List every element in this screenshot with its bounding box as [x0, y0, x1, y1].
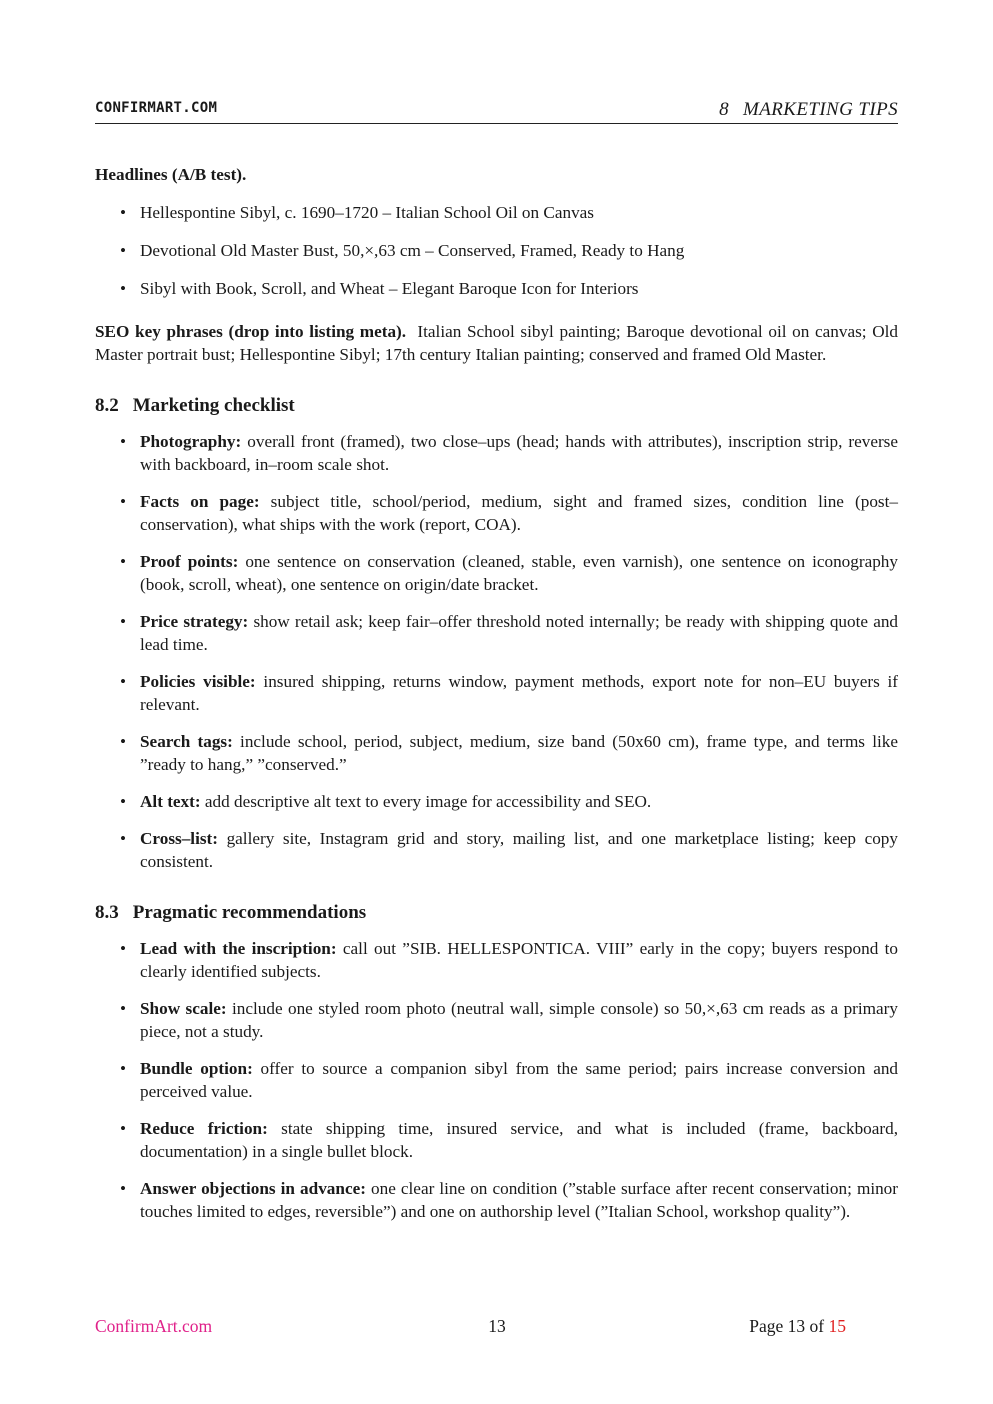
- footer-page-total-link[interactable]: 15: [828, 1316, 846, 1336]
- bullet-icon: •: [120, 552, 127, 571]
- bullet-icon: •: [120, 203, 127, 222]
- bullet-icon: •: [120, 672, 127, 691]
- list-item: • Cross–list: gallery site, Instagram grid and story, mailing list, and one marketplace listing; keep copy consistent.: [120, 829, 898, 871]
- seo-text: Italian School sibyl painting; Baroque devotional oil on canvas; Old Master portrait bust; Hellespontine Sibyl; 17th century Italian painting; conserved and framed Old Master.: [95, 322, 898, 364]
- bullet-icon: •: [120, 1059, 127, 1078]
- list-item: • Search tags: include school, period, subject, medium, size band (50x60 cm), frame type, and terms like ”ready to hang,” ”conserved.”: [120, 732, 898, 774]
- section-heading-checklist: 8.2 Marketing checklist: [95, 395, 295, 416]
- running-section-label: MARKETING TIPS: [743, 99, 898, 120]
- site-logo: CONFIRMART.COM: [95, 100, 218, 116]
- section-heading-recommendations: 8.3 Pragmatic recommendations: [95, 902, 367, 923]
- seo-label: SEO key phrases (drop into listing meta).: [95, 322, 407, 341]
- bullet-icon: •: [120, 829, 127, 848]
- list-item: • Proof points: one sentence on conservation (cleaned, stable, even varnish), one sentence on iconography (book, scroll, wheat), one sentence on origin/date bracket.: [120, 552, 898, 594]
- seo-paragraph: [95, 320, 898, 366]
- bullet-icon: •: [120, 241, 127, 260]
- running-header: [95, 99, 898, 124]
- bullet-icon: •: [120, 432, 127, 451]
- running-section-title: [719, 99, 898, 121]
- footer-site-link[interactable]: ConfirmArt.com: [95, 1316, 213, 1336]
- list-item: • Alt text: add descriptive alt text to every image for accessibility and SEO.: [120, 792, 652, 811]
- page-content: [95, 163, 898, 1237]
- page-footer: [95, 1316, 898, 1340]
- list-item: • Hellespontine Sibyl, c. 1690–1720 – Italian School Oil on Canvas: [120, 203, 594, 222]
- footer-page-count: Page 13 of 15: [749, 1316, 846, 1336]
- list-item: • Show scale: include one styled room photo (neutral wall, simple console) so 50,×,63 cm reads as a primary piece, not a study.: [120, 999, 898, 1041]
- running-section-number: 8: [719, 99, 730, 120]
- bullet-icon: •: [120, 279, 127, 298]
- bullet-icon: •: [120, 732, 127, 751]
- list-item: • Lead with the inscription: call out ”SIB. HELLESPONTICA. VIII” early in the copy; buyers respond to clearly identified subjects.: [120, 939, 898, 981]
- bullet-icon: •: [120, 1119, 127, 1138]
- bullet-icon: •: [120, 999, 127, 1018]
- list-item: • Photography: overall front (framed), two close–ups (head; hands with attributes), inscription strip, reverse with backboard, in–room scale shot.: [120, 432, 899, 474]
- checklist-list: [95, 430, 898, 873]
- headlines-heading: Headlines (A/B test).: [95, 165, 247, 184]
- bullet-icon: •: [120, 1179, 127, 1198]
- footer-page-number: 13: [488, 1316, 506, 1336]
- bullet-icon: •: [120, 792, 127, 811]
- bullet-icon: •: [120, 492, 127, 511]
- list-item: • Bundle option: offer to source a companion sibyl from the same period; pairs increase conversion and perceived value.: [120, 1059, 899, 1101]
- list-item: • Price strategy: show retail ask; keep fair–offer threshold noted internally; be ready with shipping quote and lead time.: [120, 612, 899, 654]
- headlines-list: [95, 201, 898, 300]
- list-item: • Policies visible: insured shipping, returns window, payment methods, export note for non–EU buyers if relevant.: [120, 672, 899, 714]
- list-item: • Sibyl with Book, Scroll, and Wheat – Elegant Baroque Icon for Interiors: [120, 279, 639, 298]
- list-item: • Facts on page: subject title, school/period, medium, sight and framed sizes, condition line (post–conservation), what ships with the work (report, COA).: [120, 492, 898, 534]
- bullet-icon: •: [120, 939, 127, 958]
- list-item: • Devotional Old Master Bust, 50,×,63 cm – Conserved, Framed, Ready to Hang: [120, 241, 685, 260]
- list-item: • Reduce friction: state shipping time, insured service, and what is included (frame, backboard, documentation) in a single bullet block.: [120, 1119, 898, 1161]
- bullet-icon: •: [120, 612, 127, 631]
- list-item: • Answer objections in advance: one clear line on condition (”stable surface after recent conservation; minor touches limited to edges, reversible”) and one on authorship level (”Italian School, workshop quality”).: [120, 1179, 899, 1221]
- recommendations-list: [95, 937, 898, 1223]
